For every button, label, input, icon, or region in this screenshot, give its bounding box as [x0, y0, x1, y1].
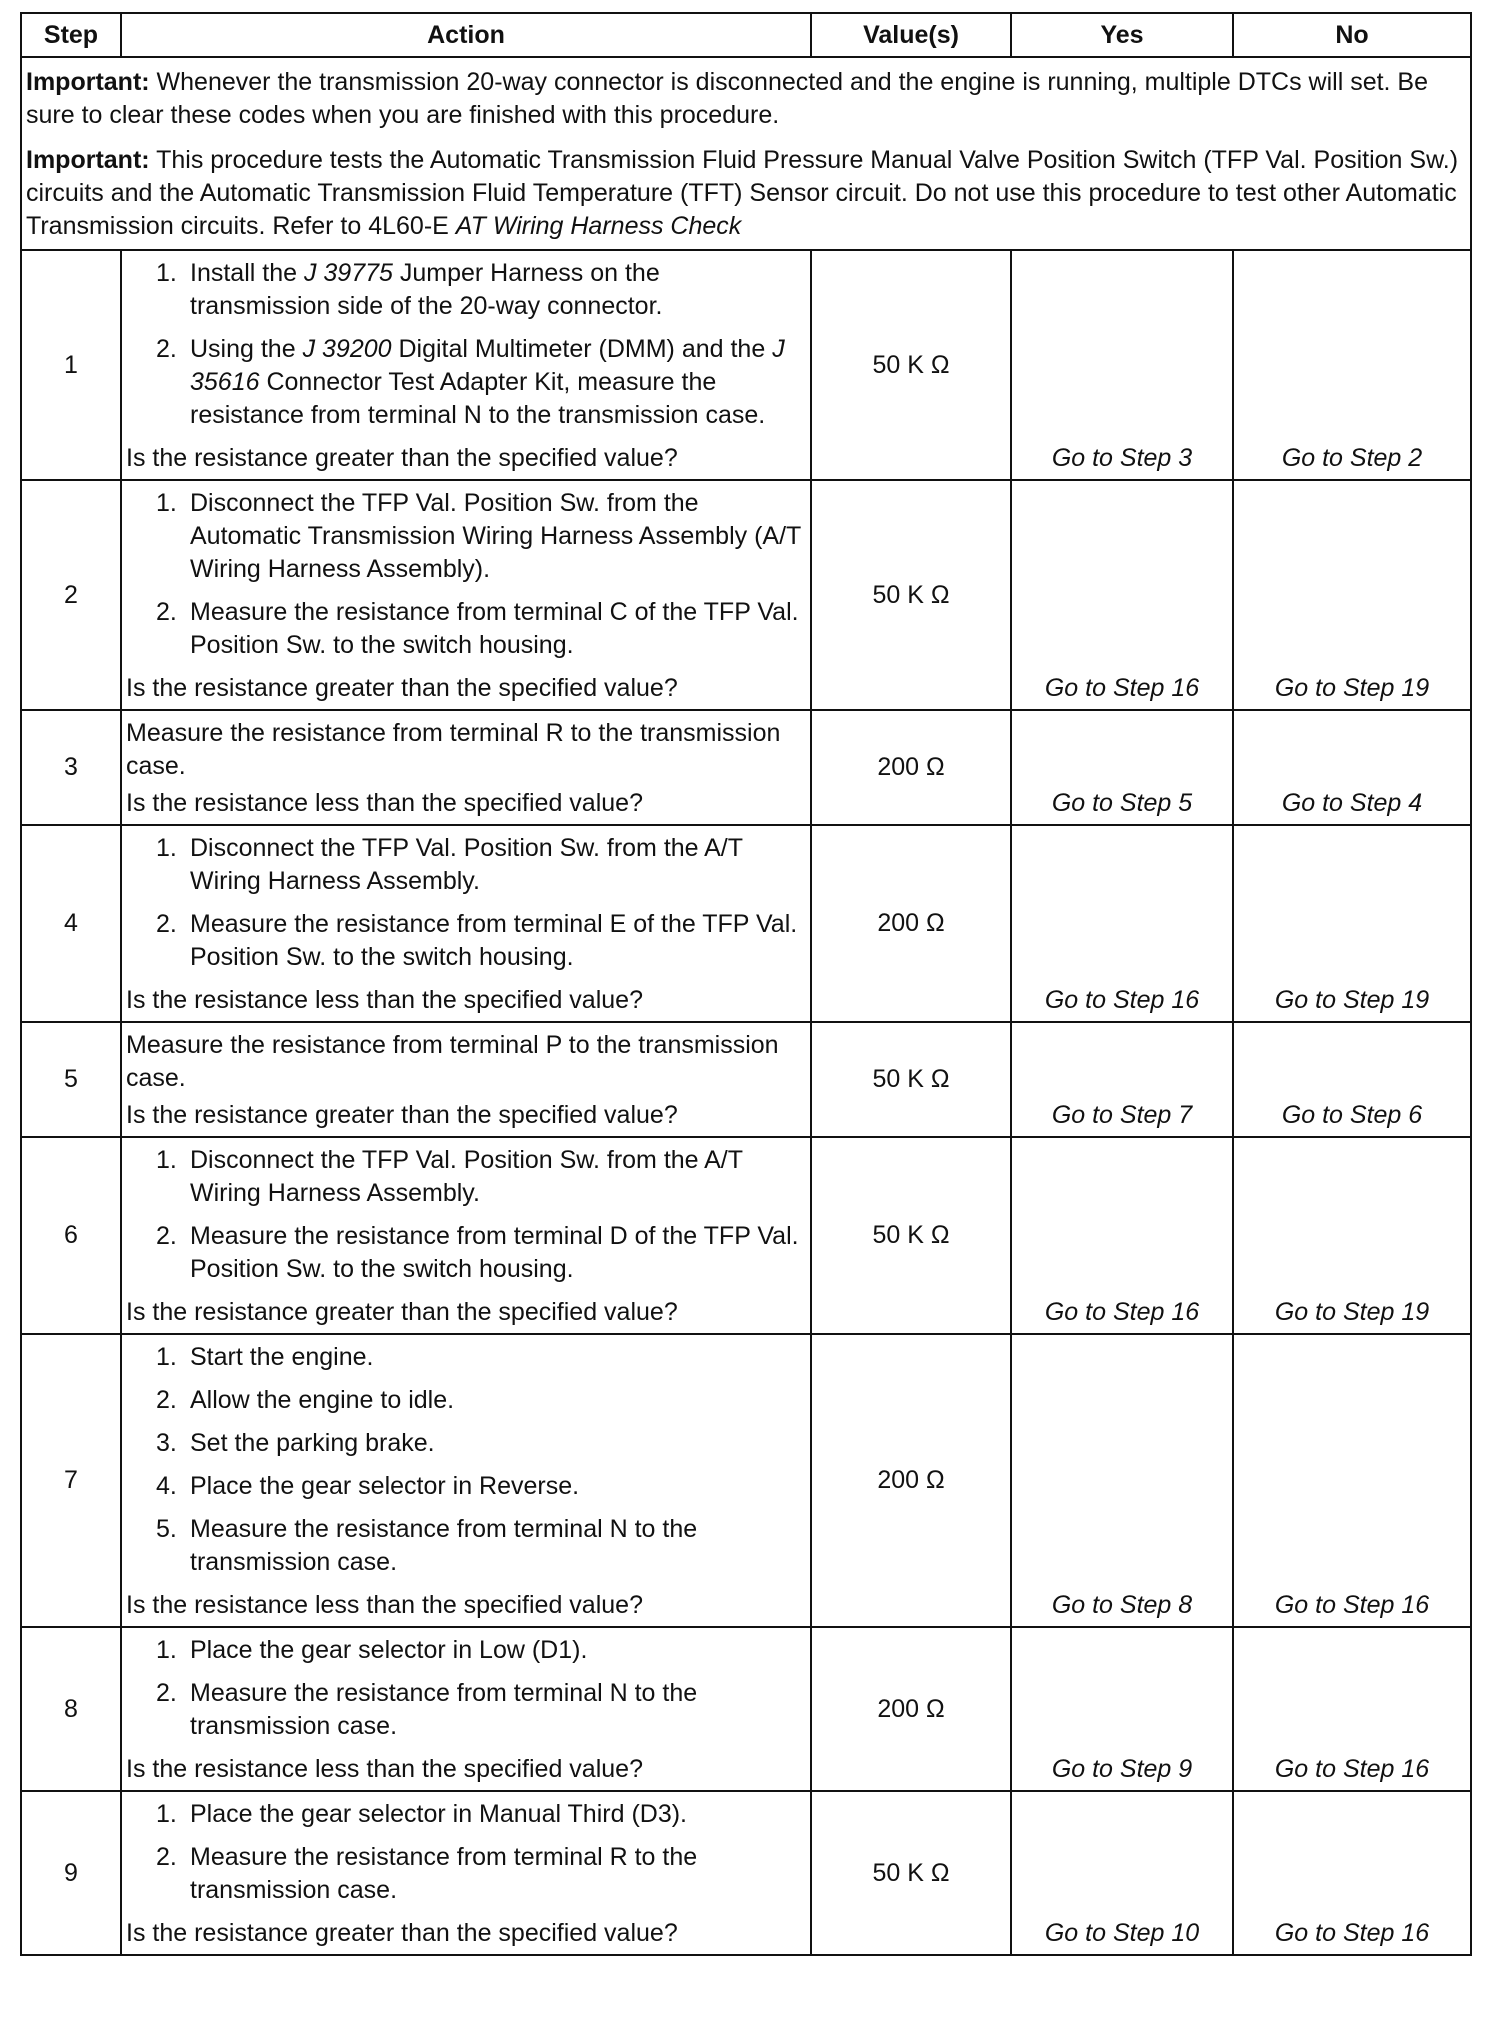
- header-step: Step: [21, 13, 121, 57]
- step-action: [121, 825, 811, 1022]
- list-number: 4.: [156, 1472, 177, 1500]
- item-text: Digital Multimeter (DMM) and the: [391, 335, 773, 363]
- action-list-item: [126, 908, 806, 974]
- list-number: 2.: [156, 1679, 177, 1707]
- step-no-goto: Go to Step 6: [1233, 1022, 1471, 1137]
- step-yes-goto: Go to Step 10: [1011, 1791, 1233, 1955]
- step-no-goto: Go to Step 2: [1233, 250, 1471, 480]
- step-number: 2: [21, 480, 121, 710]
- step-row: [21, 710, 1471, 825]
- diagnostic-table: [20, 12, 1472, 1956]
- item-text: Disconnect the TFP Val. Position Sw. from the Automatic Transmission Wiring Harness Assembly (A/T Wiring Harness Assembly).: [190, 489, 801, 583]
- item-text: Connector Test Adapter Kit, measure the resistance from terminal N to the transmission case.: [190, 368, 766, 429]
- step-value: 200 Ω: [811, 1334, 1011, 1627]
- action-list-item: [126, 1513, 806, 1579]
- important-notes-row: [21, 57, 1471, 250]
- step-row: [21, 250, 1471, 480]
- tool-number: J 39775: [303, 259, 393, 287]
- action-list-item: [126, 1677, 806, 1743]
- step-action: [121, 1137, 811, 1334]
- list-number: 3.: [156, 1429, 177, 1457]
- list-number: 2.: [156, 1386, 177, 1414]
- step-no-goto: Go to Step 19: [1233, 1137, 1471, 1334]
- action-list-item: [126, 257, 806, 323]
- list-number: 2.: [156, 598, 177, 626]
- action-list-item: [126, 1427, 806, 1460]
- note-text: This procedure tests the Automatic Transmission Fluid Pressure Manual Valve Position Switch (TFP Val. Position Sw.) circuits and the Automatic Transmission Fluid Temperature (TFT) Sensor circuit. Do not use this procedure to test other Automatic Transmission circuits. Refer to 4L60-E: [26, 146, 1459, 240]
- item-text: Place the gear selector in Manual Third (D3).: [190, 1800, 687, 1828]
- step-value: 50 K Ω: [811, 480, 1011, 710]
- important-note-1: [26, 66, 1464, 132]
- action-list: [126, 1798, 806, 1907]
- item-text: Measure the resistance from terminal E of the TFP Val. Position Sw. to the switch housing.: [190, 910, 798, 971]
- step-no-goto: Go to Step 16: [1233, 1334, 1471, 1627]
- action-text: Measure the resistance from terminal R to the transmission case.: [126, 719, 781, 780]
- action-list-item: [126, 1634, 806, 1667]
- tool-number: J 35616: [190, 335, 785, 396]
- step-value: 50 K Ω: [811, 1022, 1011, 1137]
- step-row: [21, 1334, 1471, 1627]
- action-question: Is the resistance greater than the specified value?: [126, 444, 678, 472]
- item-text: Place the gear selector in Low (D1).: [190, 1636, 588, 1664]
- step-number: 3: [21, 710, 121, 825]
- action-list-item: [126, 1798, 806, 1831]
- item-text: Measure the resistance from terminal C of the TFP Val. Position Sw. to the switch housing.: [190, 598, 799, 659]
- step-action: [121, 710, 811, 825]
- step-row: [21, 825, 1471, 1022]
- action-question: Is the resistance greater than the specified value?: [126, 674, 678, 702]
- important-notes: [21, 57, 1471, 250]
- action-list-item: [126, 1144, 806, 1210]
- step-row: [21, 1791, 1471, 1955]
- step-row: [21, 1137, 1471, 1334]
- action-list: [126, 832, 806, 974]
- step-no-goto: Go to Step 16: [1233, 1791, 1471, 1955]
- important-note-2: [26, 144, 1464, 243]
- step-value: 50 K Ω: [811, 1137, 1011, 1334]
- step-no-goto: Go to Step 19: [1233, 480, 1471, 710]
- action-list-item: [126, 487, 806, 586]
- list-number: 2.: [156, 335, 177, 363]
- action-list: [126, 1341, 806, 1579]
- item-text: Jumper Harness on the transmission side of the 20-way connector.: [190, 259, 663, 320]
- step-action: [121, 250, 811, 480]
- step-action: [121, 1627, 811, 1791]
- action-list-item: [126, 832, 806, 898]
- step-action: [121, 480, 811, 710]
- step-yes-goto: Go to Step 16: [1011, 1137, 1233, 1334]
- item-text: Using the: [190, 335, 303, 363]
- step-number: 8: [21, 1627, 121, 1791]
- header-value: Value(s): [811, 13, 1011, 57]
- item-text: Measure the resistance from terminal D of the TFP Val. Position Sw. to the switch housing.: [190, 1222, 799, 1283]
- step-number: 9: [21, 1791, 121, 1955]
- action-text: Measure the resistance from terminal P to the transmission case.: [126, 1031, 779, 1092]
- step-action: [121, 1791, 811, 1955]
- step-no-goto: Go to Step 16: [1233, 1627, 1471, 1791]
- list-number: 1.: [156, 1146, 177, 1174]
- step-number: 1: [21, 250, 121, 480]
- list-number: 1.: [156, 834, 177, 862]
- action-list-item: [126, 596, 806, 662]
- step-action: [121, 1334, 811, 1627]
- step-yes-goto: Go to Step 5: [1011, 710, 1233, 825]
- action-list-item: [126, 1384, 806, 1417]
- action-list: [126, 487, 806, 662]
- step-value: 200 Ω: [811, 1627, 1011, 1791]
- action-question: Is the resistance less than the specified value?: [126, 1755, 643, 1783]
- list-number: 2.: [156, 1843, 177, 1871]
- step-value: 50 K Ω: [811, 250, 1011, 480]
- step-row: [21, 1022, 1471, 1137]
- header-yes: Yes: [1011, 13, 1233, 57]
- step-number: 4: [21, 825, 121, 1022]
- action-list: [126, 1144, 806, 1286]
- list-number: 5.: [156, 1515, 177, 1543]
- item-text: Measure the resistance from terminal N to the transmission case.: [190, 1515, 698, 1576]
- step-yes-goto: Go to Step 3: [1011, 250, 1233, 480]
- action-question: Is the resistance greater than the specified value?: [126, 1101, 678, 1129]
- action-question: Is the resistance greater than the specified value?: [126, 1919, 678, 1947]
- step-number: 5: [21, 1022, 121, 1137]
- action-list-item: [126, 1470, 806, 1503]
- header-row: [21, 13, 1471, 57]
- diagnostic-page: [20, 12, 1470, 1956]
- item-text: Set the parking brake.: [190, 1429, 435, 1457]
- note-reference: AT Wiring Harness Check: [455, 212, 742, 240]
- step-value: 50 K Ω: [811, 1791, 1011, 1955]
- step-row: [21, 1627, 1471, 1791]
- action-list: [126, 257, 806, 432]
- list-number: 2.: [156, 1222, 177, 1250]
- step-yes-goto: Go to Step 8: [1011, 1334, 1233, 1627]
- item-text: Measure the resistance from terminal R to the transmission case.: [190, 1843, 698, 1904]
- item-text: Disconnect the TFP Val. Position Sw. from the A/T Wiring Harness Assembly.: [190, 1146, 743, 1207]
- action-list-item: [126, 1841, 806, 1907]
- action-list: [126, 1634, 806, 1743]
- tool-number: J 39200: [302, 335, 392, 363]
- action-list-item: [126, 333, 806, 432]
- step-row: [21, 480, 1471, 710]
- step-yes-goto: Go to Step 7: [1011, 1022, 1233, 1137]
- action-list-item: [126, 1220, 806, 1286]
- action-question: Is the resistance greater than the specified value?: [126, 1298, 678, 1326]
- header-no: No: [1233, 13, 1471, 57]
- note-label: Important:: [26, 146, 150, 174]
- note-label: Important:: [26, 68, 150, 96]
- list-number: 1.: [156, 489, 177, 517]
- list-number: 1.: [156, 1800, 177, 1828]
- step-value: 200 Ω: [811, 710, 1011, 825]
- step-value: 200 Ω: [811, 825, 1011, 1022]
- header-action: Action: [121, 13, 811, 57]
- action-question: Is the resistance less than the specified value?: [126, 1591, 643, 1619]
- step-yes-goto: Go to Step 9: [1011, 1627, 1233, 1791]
- list-number: 1.: [156, 259, 177, 287]
- step-yes-goto: Go to Step 16: [1011, 480, 1233, 710]
- list-number: 2.: [156, 910, 177, 938]
- step-number: 7: [21, 1334, 121, 1627]
- action-question: Is the resistance less than the specified value?: [126, 789, 643, 817]
- step-no-goto: Go to Step 19: [1233, 825, 1471, 1022]
- item-text: Disconnect the TFP Val. Position Sw. from the A/T Wiring Harness Assembly.: [190, 834, 743, 895]
- step-number: 6: [21, 1137, 121, 1334]
- note-text: Whenever the transmission 20-way connector is disconnected and the engine is running, multiple DTCs will set. Be sure to clear these codes when you are finished with this procedure.: [26, 68, 1429, 129]
- step-no-goto: Go to Step 4: [1233, 710, 1471, 825]
- action-list-item: [126, 1341, 806, 1374]
- item-text: Measure the resistance from terminal N to the transmission case.: [190, 1679, 698, 1740]
- item-text: Start the engine.: [190, 1343, 374, 1371]
- step-action: [121, 1022, 811, 1137]
- item-text: Install the: [190, 259, 304, 287]
- list-number: 1.: [156, 1636, 177, 1664]
- list-number: 1.: [156, 1343, 177, 1371]
- item-text: Allow the engine to idle.: [190, 1386, 455, 1414]
- action-question: Is the resistance less than the specified value?: [126, 986, 643, 1014]
- item-text: Place the gear selector in Reverse.: [190, 1472, 580, 1500]
- step-yes-goto: Go to Step 16: [1011, 825, 1233, 1022]
